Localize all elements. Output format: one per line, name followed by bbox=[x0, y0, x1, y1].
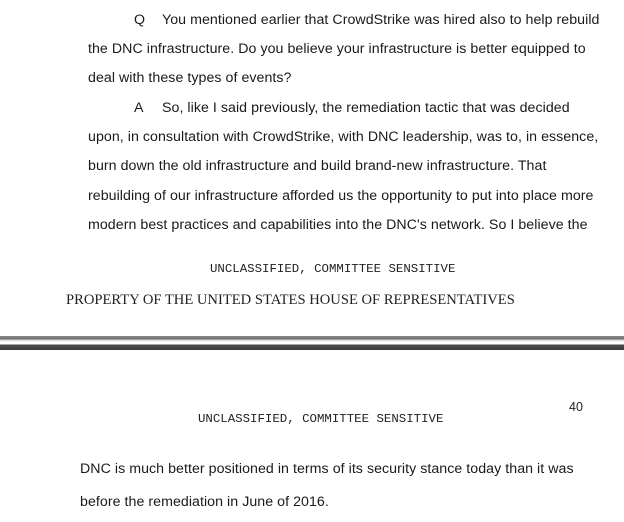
classification-header: UNCLASSIFIED, COMMITTEE SENSITIVE bbox=[198, 412, 444, 426]
answer-line-1: So, like I said previously, the remediation tactic that was decided bbox=[162, 100, 570, 116]
classification-footer: UNCLASSIFIED, COMMITTEE SENSITIVE bbox=[210, 262, 456, 276]
body-line-2: before the remediation in June of 2016. bbox=[80, 494, 329, 510]
answer-marker: A bbox=[134, 100, 144, 116]
page-break-divider bbox=[0, 336, 624, 350]
answer-line-5: modern best practices and capabilities into the DNC's network. So I believe the bbox=[88, 217, 588, 233]
page-number: 40 bbox=[569, 400, 583, 414]
body-line-1: DNC is much better positioned in terms of its security stance today than it was bbox=[80, 461, 574, 477]
transcript-page-lower bbox=[0, 350, 624, 522]
question-line-2: the DNC infrastructure. Do you believe your infrastructure is better equipped to bbox=[88, 41, 586, 57]
answer-line-2: upon, in consultation with CrowdStrike, with DNC leadership, was to, in essence, bbox=[88, 129, 599, 145]
property-notice: PROPERTY OF THE UNITED STATES HOUSE OF REPRESENTATIVES bbox=[66, 292, 515, 308]
question-line-3: deal with these types of events? bbox=[88, 70, 292, 86]
answer-line-3: burn down the old infrastructure and build brand-new infrastructure. That bbox=[88, 158, 547, 174]
question-line-1: You mentioned earlier that CrowdStrike was hired also to help rebuild bbox=[162, 12, 600, 28]
answer-line-4: rebuilding of our infrastructure afforded us the opportunity to put into place more bbox=[88, 188, 594, 204]
question-marker: Q bbox=[134, 12, 146, 28]
